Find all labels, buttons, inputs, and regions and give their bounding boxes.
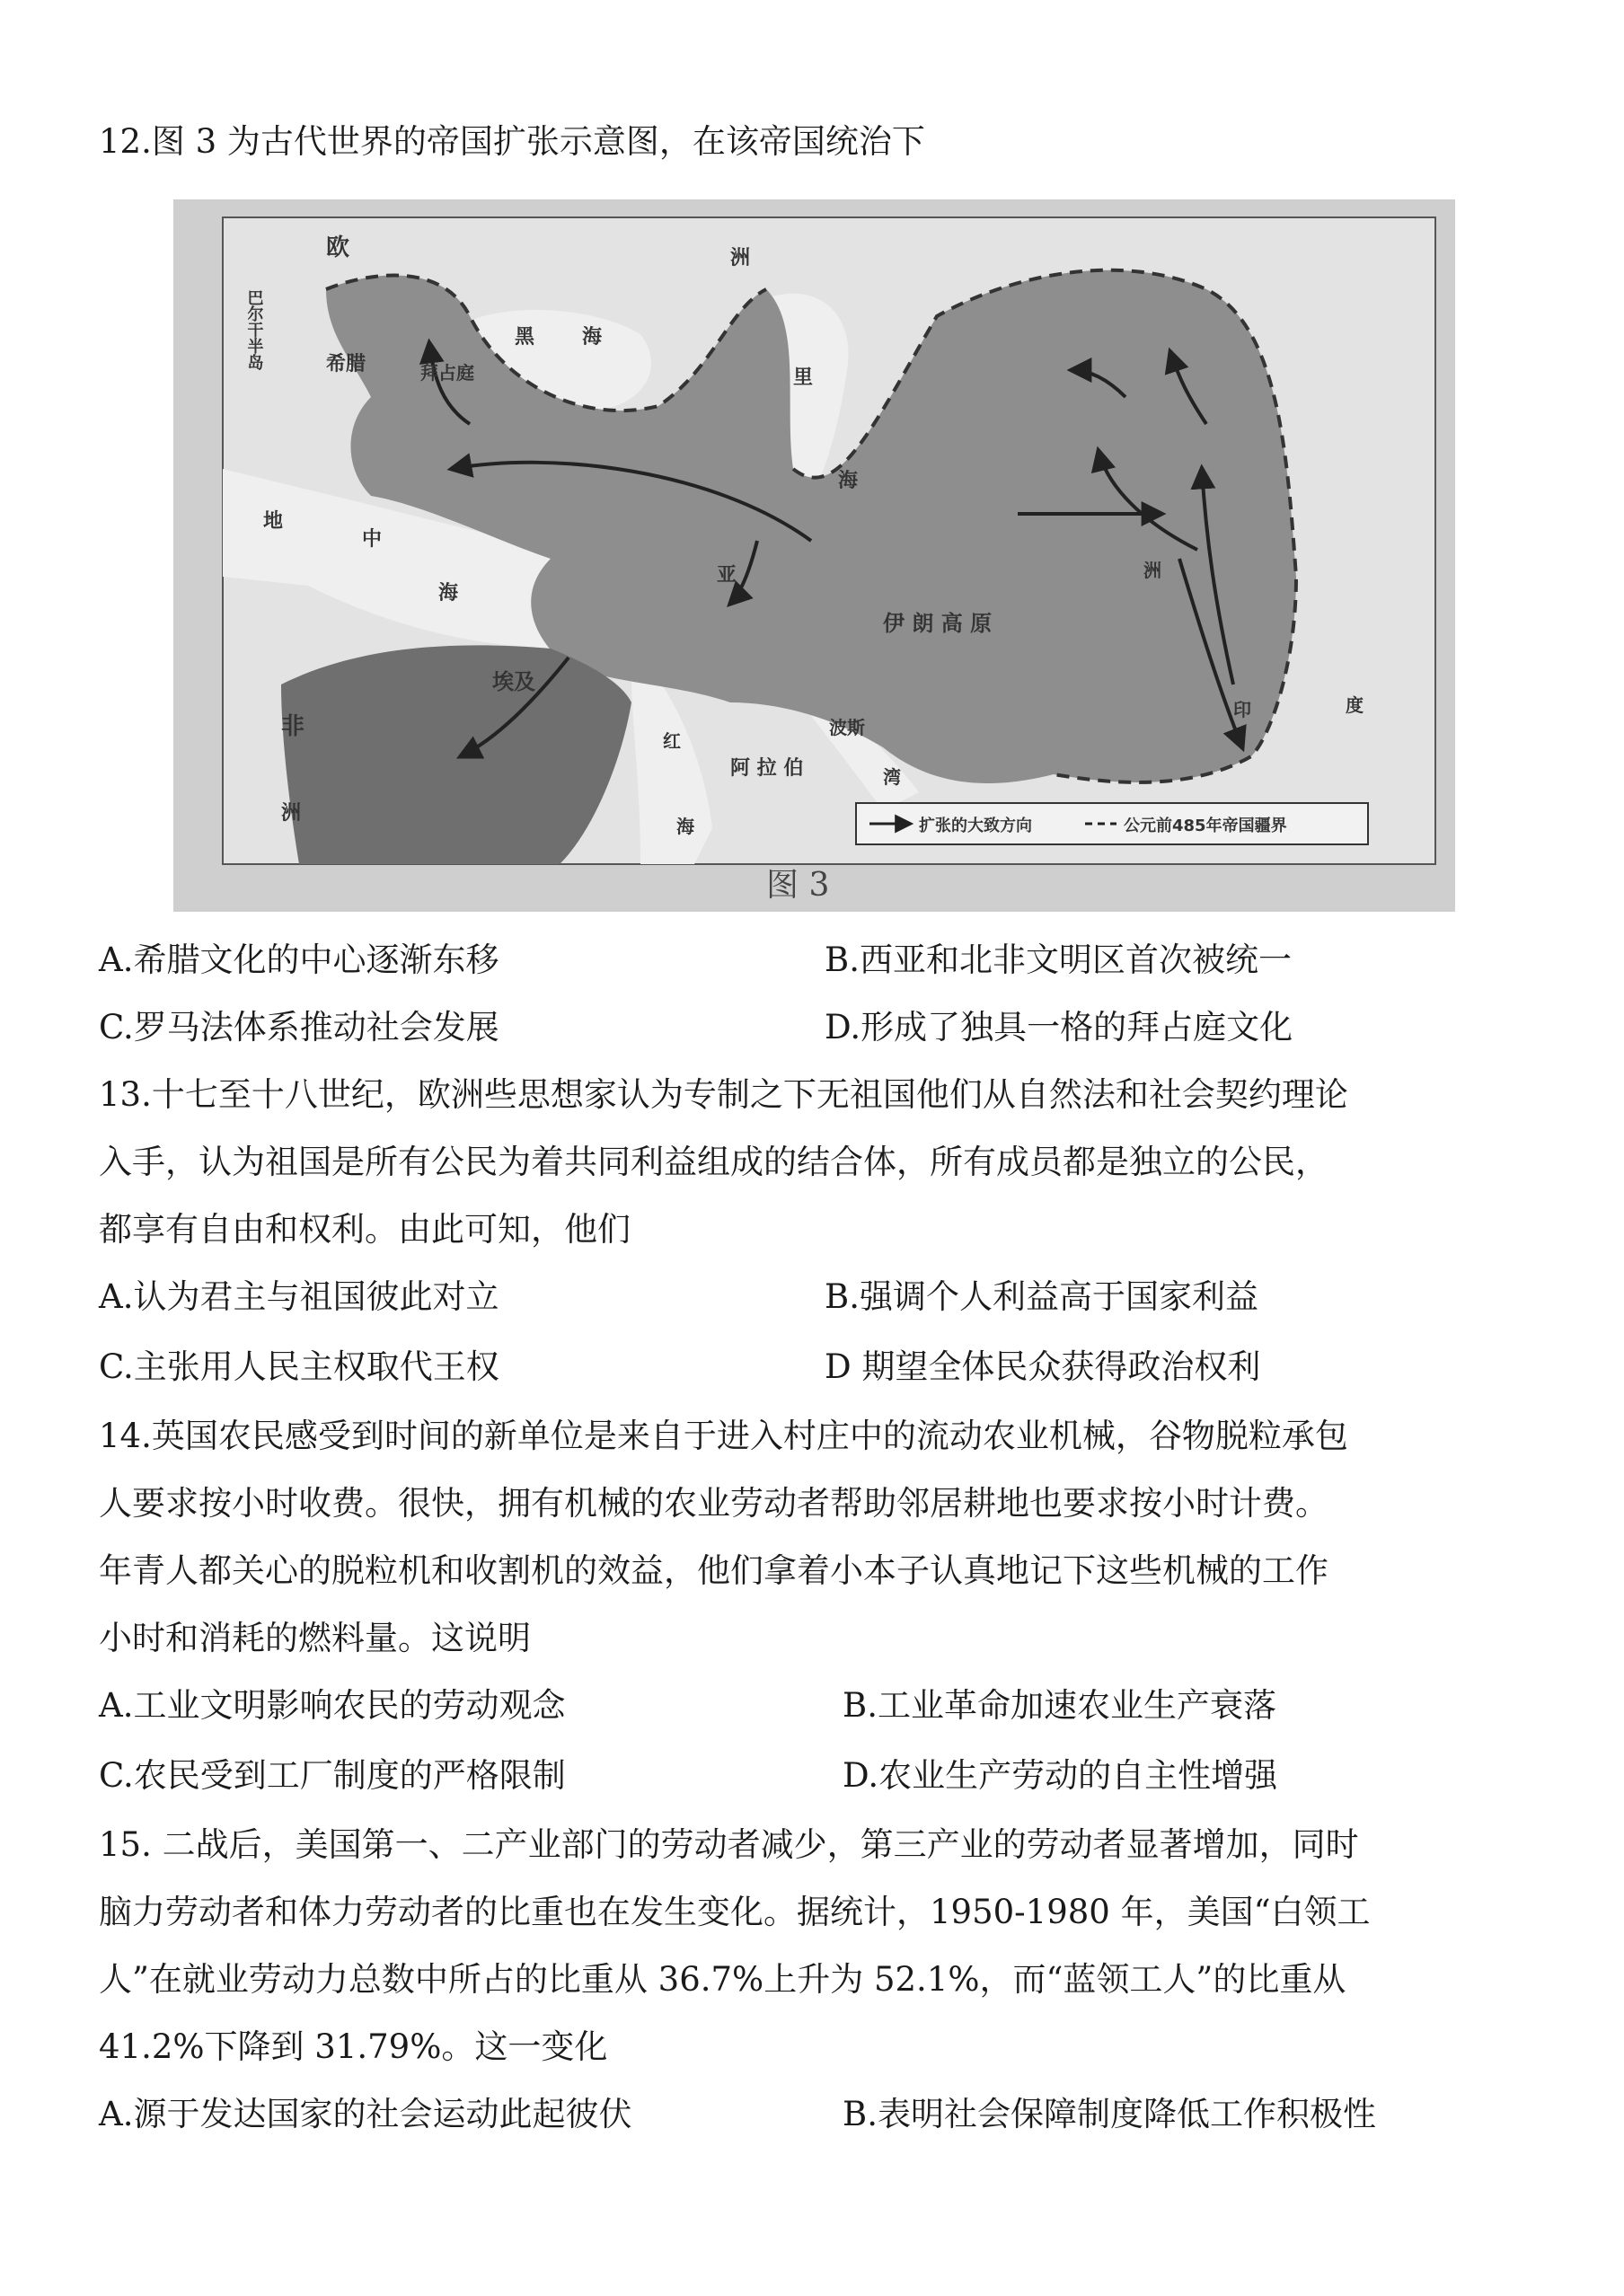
- map-label-zhou-bl: 洲: [281, 802, 302, 825]
- map-label-balkan: 巴尔干半岛: [244, 289, 264, 370]
- map-label-wan: 湾: [883, 766, 901, 788]
- map-label-li: 里: [793, 366, 814, 389]
- q15-line-2: 脑力劳动者和体力劳动者的比重也在发生变化。据统计，1950-1980 年，美国“白领工: [99, 1893, 1371, 1931]
- map-label-ya: 亚: [717, 564, 737, 587]
- egypt-territory: [281, 645, 631, 864]
- map-label-zhong: 中: [362, 528, 383, 551]
- map-label-zhou-right: 洲: [1143, 560, 1161, 581]
- map-label-baizhanting: 拜占庭: [420, 362, 474, 384]
- q12-stem: 12.图 3 为古代世界的帝国扩张示意图，在该帝国统治下: [99, 122, 925, 161]
- map-label-xila: 希腊: [326, 353, 366, 375]
- map-label-hong: 红: [663, 730, 681, 752]
- q15-line-4: 41.2%下降到 31.79%。这一变化: [99, 2027, 608, 2066]
- map-label-hei: 黑: [515, 326, 535, 349]
- map-caption: 图 3: [766, 867, 830, 904]
- q14-option-a[interactable]: A.工业文明影响农民的劳动观念: [99, 1686, 566, 1725]
- q14-line-2: 人要求按小时收费。很快，拥有机械的农业劳动者帮助邻居耕地也要求按小时计费。: [99, 1484, 1328, 1523]
- q15-line-3: 人”在就业劳动力总数中所占的比重从 36.7%上升为 52.1%，而“蓝领工人”的比重从: [99, 1960, 1346, 1999]
- map-label-ou: 欧: [326, 234, 350, 261]
- q14-line-1: 14.英国农民感受到时间的新单位是来自于进入村庄中的流动农业机械，谷物脱粒承包: [99, 1417, 1348, 1455]
- map-label-hai2: 海: [838, 470, 859, 492]
- q13-option-b[interactable]: B.强调个人利益高于国家利益: [825, 1277, 1258, 1316]
- q14-option-d[interactable]: D.农业生产劳动的自主性增强: [843, 1756, 1278, 1795]
- q12-option-d[interactable]: D.形成了独具一格的拜占庭文化: [825, 1008, 1293, 1046]
- q13-option-c[interactable]: C.主张用人民主权取代王权: [99, 1347, 499, 1386]
- q13-option-a[interactable]: A.认为君主与祖国彼此对立: [99, 1277, 499, 1316]
- map-label-bosi: 波斯: [829, 717, 865, 738]
- q15-line-1: 15. 二战后，美国第一、二产业部门的劳动者减少，第三产业的劳动者显著增加，同时: [99, 1825, 1359, 1864]
- map-label-zhou-top: 洲: [730, 247, 751, 269]
- q14-option-b[interactable]: B.工业革命加速农业生产衰落: [843, 1686, 1276, 1725]
- q13-line-3: 都享有自由和权利。由此可知，他们: [99, 1210, 631, 1249]
- empire-expansion-map: [173, 199, 1455, 912]
- map-label-du: 度: [1346, 694, 1364, 716]
- map-label-di: 地: [263, 510, 284, 533]
- map-label-hai3: 海: [438, 582, 459, 605]
- q14-option-c[interactable]: C.农民受到工厂制度的严格限制: [99, 1756, 566, 1795]
- q14-line-4: 小时和消耗的燃料量。这说明: [99, 1619, 531, 1657]
- map-label-yin: 印: [1233, 699, 1251, 720]
- legend-arrow-text: 扩张的大致方向: [919, 817, 1032, 835]
- q13-line-1: 13.十七至十八世纪，欧洲些思想家认为专制之下无祖国他们从自然法和社会契约理论: [99, 1075, 1348, 1114]
- map-label-aiji: 埃及: [492, 669, 535, 694]
- q13-option-d[interactable]: D 期望全体民众获得政治权利: [825, 1347, 1261, 1386]
- map-label-yilang: 伊 朗 高 原: [883, 611, 993, 636]
- legend-border-text: 公元前485年帝国疆界: [1124, 817, 1287, 835]
- map-label-alabo: 阿 拉 伯: [730, 757, 804, 780]
- q15-option-a[interactable]: A.源于发达国家的社会运动此起彼伏: [99, 2095, 632, 2133]
- q14-line-3: 年青人都关心的脱粒机和收割机的效益，他们拿着小本子认真地记下这些机械的工作: [99, 1551, 1328, 1590]
- map-label-hai1: 海: [582, 326, 603, 349]
- q12-option-c[interactable]: C.罗马法体系推动社会发展: [99, 1008, 499, 1046]
- map-label-fei: 非: [281, 713, 305, 740]
- q15-option-b[interactable]: B.表明社会保障制度降低工作积极性: [843, 2095, 1376, 2133]
- q12-option-a[interactable]: A.希腊文化的中心逐渐东移: [99, 940, 499, 979]
- map-label-hai4: 海: [676, 816, 694, 837]
- q13-line-2: 入手，认为祖国是所有公民为着共同利益组成的结合体，所有成员都是独立的公民，: [99, 1143, 1328, 1181]
- map-legend: [856, 803, 1368, 844]
- q12-option-b[interactable]: B.西亚和北非文明区首次被统一: [825, 940, 1292, 979]
